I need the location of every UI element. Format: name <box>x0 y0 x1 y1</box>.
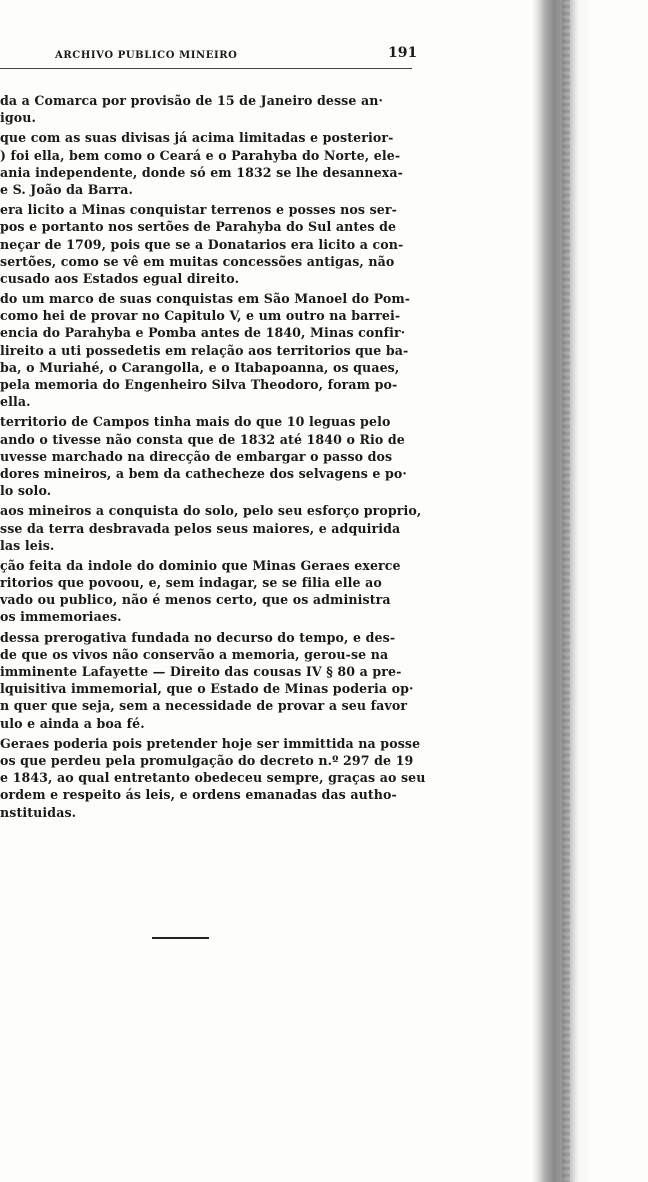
text-line: e 1843, ao qual entretanto obedeceu sempre, graças ao seu <box>0 770 426 786</box>
text-line: lquisitiva immemorial, que o Estado de Minas poderia op· <box>0 681 414 697</box>
text-line: lireito a uti possedetis em relação aos territorios que ba- <box>0 342 409 358</box>
text-line: era licito a Minas conquistar terrenos e posses nos ser- <box>0 202 397 218</box>
text-line: sse da terra desbravada pelos seus maiores, e adquirida <box>0 520 401 536</box>
text-line: vado ou publico, não é menos certo, que os administra <box>0 592 391 608</box>
paragraph <box>0 735 440 821</box>
text-line: ordem e respeito ás leis, e ordens emanadas das autho- <box>0 787 397 803</box>
text-line: territorio de Campos tinha mais do que 10 leguas pelo <box>0 414 391 430</box>
text-line: aos mineiros a conquista do solo, pelo seu esforço proprio, <box>0 503 422 519</box>
text-line: Geraes poderia pois pretender hoje ser immittida na posse <box>0 735 421 751</box>
text-line: os immemoriaes. <box>0 609 122 625</box>
text-line: encia do Parahyba e Pomba antes de 1840, Minas confir· <box>0 325 406 341</box>
running-head: ARCHIVO PUBLICO MINEIRO <box>55 50 238 61</box>
text-line: ba, o Muriahé, o Carangolla, e o Itabapoanna, os quaes, <box>0 359 400 375</box>
text-line: ) foi ella, bem como o Ceará e o Parahyba do Norte, ele- <box>0 147 401 163</box>
text-line: os que perdeu pela promulgação do decreto n.º 297 de 19 <box>0 752 414 768</box>
text-line: igou. <box>0 110 37 126</box>
binding-shadow <box>532 0 648 1182</box>
text-line: da a Comarca por provisão de 15 de Janeiro desse an· <box>0 93 383 108</box>
header-rule <box>0 68 412 69</box>
text-line: sertões, como se vê em muitas concessões antigas, não <box>0 253 395 269</box>
text-line: uvesse marchado na direcção de embargar o passo dos <box>0 448 393 464</box>
text-line: n quer que seja, sem a necessidade de provar a seu favor <box>0 698 408 714</box>
text-line: como hei de provar no Capitulo V, e um outro na barrei- <box>0 308 401 324</box>
text-line: ção feita da indole do dominio que Minas Geraes exerce <box>0 557 401 573</box>
text-line: nstituidas. <box>0 804 77 820</box>
text-line: pela memoria do Engenheiro Silva Theodoro, foram po- <box>0 377 398 392</box>
text-line: cusado aos Estados egual direito. <box>0 270 240 286</box>
text-line: pos e portanto nos sertões de Parahyba do Sul antes de <box>0 219 397 235</box>
text-line: do um marco de suas conquistas em São Manoel do Pom- <box>0 291 411 307</box>
text-line: ritorios que povoou, e, sem indagar, se se filia elle ao <box>0 575 382 591</box>
text-line: lo solo. <box>0 483 52 499</box>
text-line: neçar de 1709, pois que se a Donatarios era licito a con- <box>0 236 404 252</box>
body-text <box>0 92 440 821</box>
text-line: las leis. <box>0 537 55 553</box>
text-line: dores mineiros, a bem da cathecheze dos selvagens e po· <box>0 465 407 481</box>
text-line: ella. <box>0 394 31 410</box>
paragraph <box>0 502 440 554</box>
text-line: ania independente, donde só em 1832 se lhe desannexa- <box>0 164 403 180</box>
paragraph <box>0 629 440 732</box>
paragraph <box>0 413 440 499</box>
paragraph <box>0 290 440 410</box>
text-line: e S. João da Barra. <box>0 181 133 197</box>
paragraph <box>0 129 440 198</box>
paragraph <box>0 557 440 626</box>
text-line: de que os vivos não conservão a memoria, gerou-se na <box>0 646 389 662</box>
text-line: imminente Lafayette — Direito das cousas IV § 80 a pre- <box>0 664 402 679</box>
text-line: dessa prerogativa fundada no decurso do tempo, e des- <box>0 629 396 645</box>
paragraph <box>0 201 440 287</box>
paragraph <box>0 92 440 126</box>
text-line: ando o tivesse não consta que de 1832 até 1840 o Rio de <box>0 431 405 447</box>
section-end-rule <box>152 937 209 939</box>
text-line: que com as suas divisas já acima limitadas e posterior- <box>0 130 394 146</box>
page-number: 191 <box>388 45 418 61</box>
text-line: ulo e ainda a boa fé. <box>0 715 145 731</box>
